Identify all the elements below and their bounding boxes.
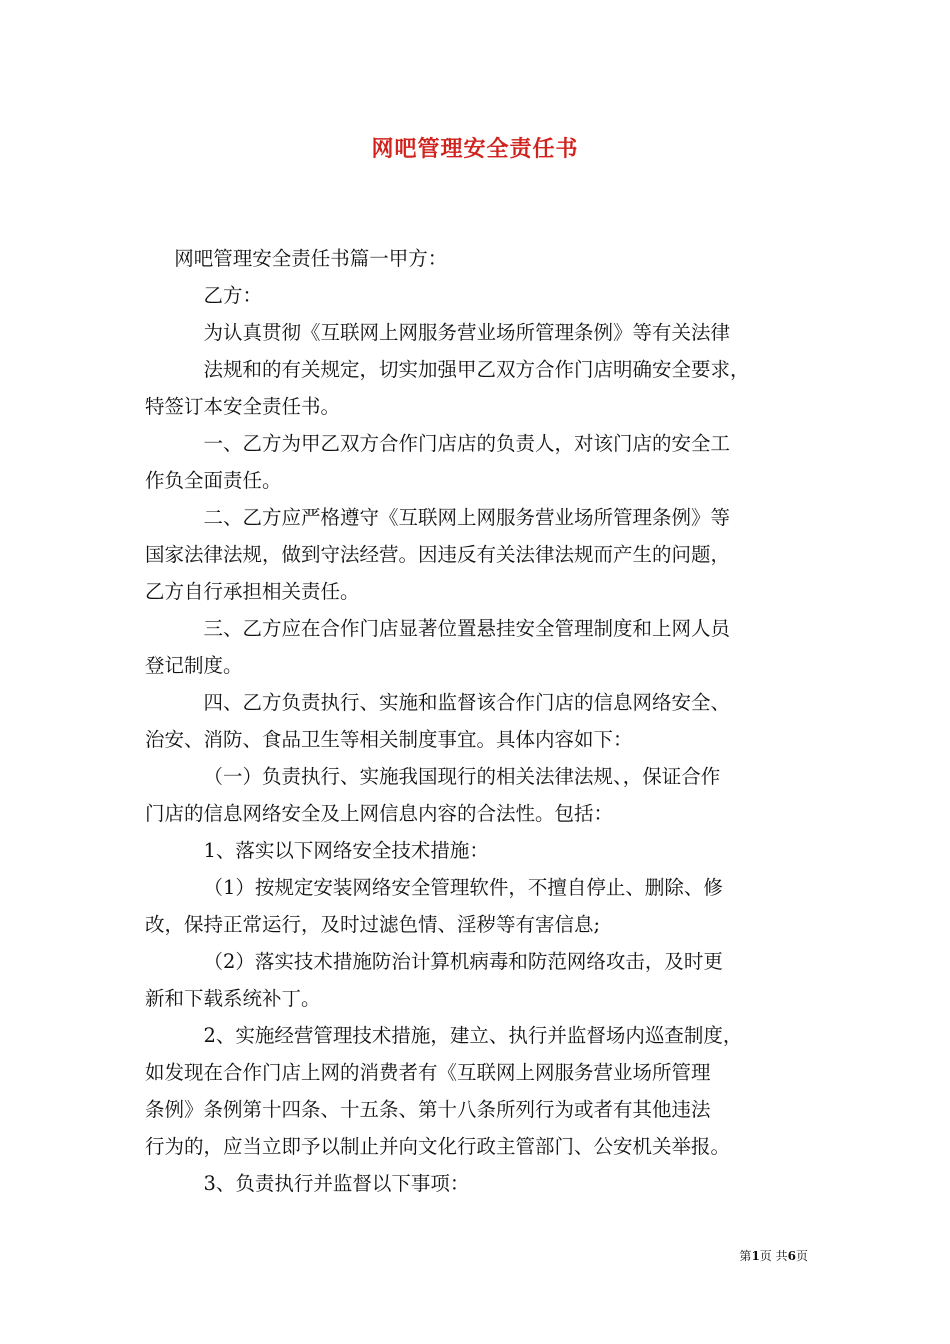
footer-current-page: 1 [751,1249,760,1263]
paragraph-line: 新和下载系统补丁。 [145,987,321,1010]
paragraph-line: （1）按规定安装网络安全管理软件，不擅自停止、删除、修 [203,876,723,899]
page-footer [700,1247,808,1264]
paragraph-line: 为认真贯彻《互联网上网服务营业场所管理条例》等有关法律 [203,321,731,344]
footer-suffix: 页 [795,1249,808,1263]
paragraph-line: 2、实施经营管理技术措施，建立、执行并监督场内巡查制度， [203,1024,743,1047]
paragraph-line: 行为的，应当立即予以制止并向文化行政主管部门、公安机关举报。 [145,1135,731,1158]
paragraph-line: 国家法律法规，做到守法经营。因违反有关法律法规而产生的问题， [145,543,731,566]
paragraph-line: 网吧管理安全责任书篇一甲方： [174,247,448,270]
footer-middle: 页 共 [759,1249,788,1263]
paragraph-line: 乙方自行承担相关责任。 [145,580,360,603]
paragraph-line: 乙方： [203,284,263,307]
document-body [145,240,810,1202]
footer-total-pages: 6 [787,1249,796,1263]
document-title: 网吧管理安全责任书 [371,136,579,162]
paragraph-line: 特签订本安全责任书。 [145,395,341,418]
paragraph-line: 一、乙方为甲乙双方合作门店店的负责人，对该门店的安全工 [203,432,731,455]
paragraph-line: 如发现在合作门店上网的消费者有《互联网上网服务营业场所管理 [145,1061,711,1084]
paragraph-line: 四、乙方负责执行、实施和监督该合作门店的信息网络安全、 [203,691,731,714]
paragraph-line: 门店的信息网络安全及上网信息内容的合法性。包括： [145,802,614,825]
paragraph-line: （一）负责执行、实施我国现行的相关法律法规、，保证合作 [203,765,721,788]
paragraph-line: 改，保持正常运行，及时过滤色情、淫秽等有害信息; [145,913,601,936]
paragraph-line: 治安、消防、食品卫生等相关制度事宜。具体内容如下： [145,728,633,751]
paragraph-line: 条例》条例第十四条、十五条、第十八条所列行为或者有其他违法 [145,1098,711,1121]
paragraph-line: 1、落实以下网络安全技术措施： [203,839,489,862]
paragraph-line: 登记制度。 [145,654,243,677]
paragraph-line: 二、乙方应严格遵守《互联网上网服务营业场所管理条例》等 [203,506,731,529]
paragraph-line: 3、负责执行并监督以下事项： [203,1172,470,1195]
paragraph-line: 三、乙方应在合作门店显著位置悬挂安全管理制度和上网人员 [203,617,731,640]
paragraph-line: 法规和的有关规定，切实加强甲乙双方合作门店明确安全要求， [203,358,750,381]
paragraph-line: （2）落实技术措施防治计算机病毒和防范网络攻击，及时更 [203,950,723,973]
paragraph-line: 作负全面责任。 [145,469,282,492]
footer-prefix: 第 [739,1249,752,1263]
